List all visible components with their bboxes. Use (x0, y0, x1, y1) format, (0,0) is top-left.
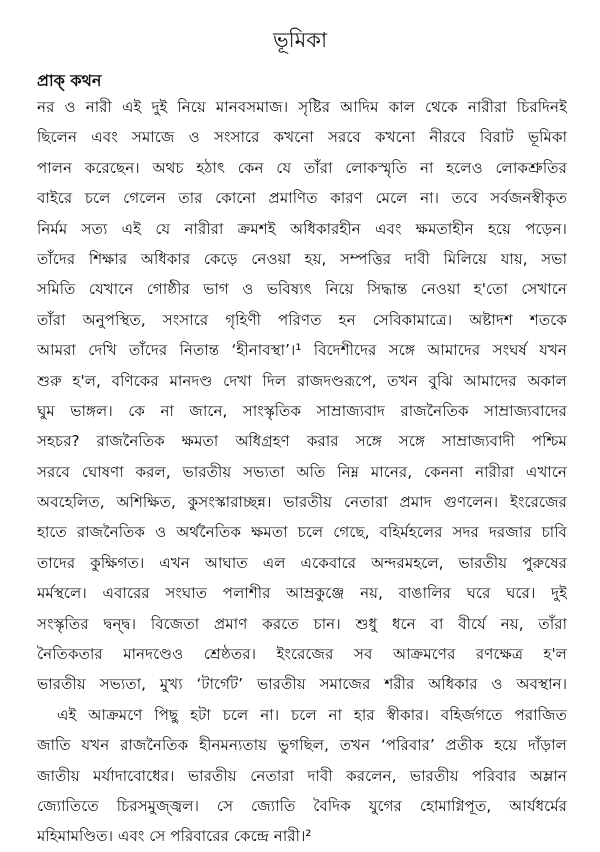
text-line: নর ও নারী এই দুই নিয়ে মানবসমাজ। সৃষ্টির আদিম কাল থেকে নারীরা চিরদিনই (37, 98, 567, 116)
text-line: তাঁদের শিক্ষার অধিকার কেড়ে নেওয়া হয়, সম্পত্তির দাবী মিলিয়ে যায়, সভা (37, 249, 567, 268)
text-line: ভারতীয় সভ্যতা, মুখ্য ‘টার্গেট’ ভারতীয় সমাজের শরীর অধিকার ও অবস্থান। (37, 675, 567, 694)
text-line: এই আক্রমণে পিছু হটা চলে না। চলে না হার স্বীকার। বহির্জগতে পরাজিত (57, 705, 567, 724)
text-line: নৈতিকতার মানদণ্ডেও শ্রেষ্ঠতর। ইংরেজের সব আক্রমণের রণক্ষেত্র হ'ল (37, 645, 567, 664)
text-line: সরবে ঘোষণা করল, ভারতীয় সভ্যতা অতি নিম্ন মানের, কেননা নারীরা এখানে (37, 462, 567, 481)
paragraph-1 (37, 92, 567, 700)
text-line: মর্মস্থলে। এবারের সংঘাত পলাশীর আম্রকুঞ্জে নয়, বাঙালির ঘরে ঘরে। দুই (37, 584, 567, 603)
text-line: হাতে রাজনৈতিক ও অর্থনৈতিক ক্ষমতা চলে গেছে, বহির্মহলের সদর দরজার চাবি (37, 523, 567, 542)
text-line: মহিমামণ্ডিত। এবং সে পরিবারের কেন্দ্রে নারী।² (37, 827, 312, 846)
page-title: ভূমিকা (272, 28, 328, 52)
text-line: সমিতি যেখানে গোষ্ঠীর ভাগ ও ভবিষ্যৎ নিয়ে সিদ্ধান্ত নেওয়া হ'তো সেখানে (37, 280, 567, 299)
text-line: জাতি যখন রাজনৈতিক হীনমন্যতায় ভুগছিল, তখন ‘পরিবার’ প্রতীক হয়ে দাঁড়াল (37, 736, 567, 755)
text-line: সহচর? রাজনৈতিক ক্ষমতা অধিগ্রহণ করার সঙ্গে সঙ্গে সাম্রাজ্যবাদী পশ্চিম (37, 432, 567, 451)
text-line: জাতীয় মর্যাদাবোধের। ভারতীয় নেতারা দাবী করলেন, ভারতীয় পরিবার অম্লান (37, 766, 567, 785)
body-text (37, 92, 567, 852)
text-line: তাঁরা অনুপস্থিত, সংসারে গৃহিণী পরিণত হন সেবিকামাত্রে। অষ্টাদশ শতকে (37, 310, 567, 329)
text-line: ছিলেন এবং সমাজে ও সংসারে কখনো সরবে কখনো নীরবে বিরাট ভূমিকা (37, 128, 567, 147)
text-line: পালন করেছেন। অথচ হঠাৎ কেন যে তাঁরা লোকস্মৃতি না হলেও লোকশ্রুতির (37, 158, 567, 177)
text-line: সংস্কৃতির দ্বন্দ্ব। বিজেতা প্রমাণ করতে চান। শুধু ধনে বা বীর্যে নয়, তাঁরা (37, 614, 567, 633)
text-line: শুরু হ'ল, বণিকের মানদণ্ড দেখা দিল রাজদণ্ডরূপে, তখন বুঝি আমাদের অকাল (37, 371, 567, 390)
text-line: তাদের কুক্ষিগত। এখন আঘাত এল একেবারে অন্দরমহলে, ভারতীয় পুরুষের (37, 553, 567, 572)
text-line: আমরা দেখি তাঁদের নিতান্ত ‘হীনাবস্থা’।¹ বিদেশীদের সঙ্গে আমাদের সংঘর্ষ যখন (37, 341, 567, 360)
text-line: নির্মম সত্য এই যে নারীরা ক্রমশই অধিকারহীন এবং ক্ষমতাহীন হয়ে পড়েন। (37, 219, 567, 238)
text-line: অবহেলিত, অশিক্ষিত, কুসংস্কারাচ্ছন্ন। ভারতীয় নেতারা প্রমাদ গুণলেন। ইংরেজের (37, 493, 567, 512)
text-line: জ্যোতিতে চিরসমুজ্জ্বল। সে জ্যোতি বৈদিক যুগের হোমাগ্নিপূত, আর্যধর্মের (37, 796, 567, 815)
text-line: ঘুম ভাঙ্গল। কে না জানে, সাংস্কৃতিক সাম্রাজ্যবাদ রাজনৈতিক সাম্রাজ্যবাদের (37, 401, 567, 420)
paragraph-2 (37, 700, 567, 852)
section-heading: প্রাক্ কথন (37, 71, 102, 90)
text-line: বাইরে চলে গেলেন তার কোনো প্রমাণিত কারণ মেলে না। তবে সর্বজনস্বীকৃত (37, 189, 567, 208)
